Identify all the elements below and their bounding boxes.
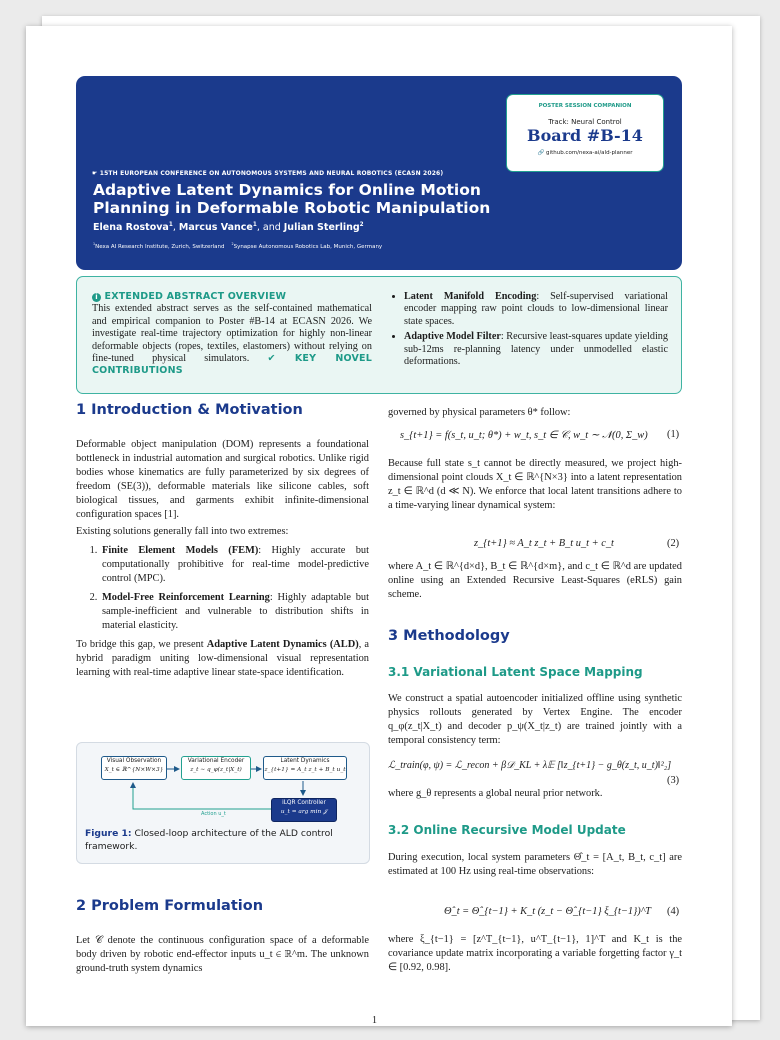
paper-page	[26, 26, 732, 1026]
list-item	[100, 591, 369, 633]
caption-label: Figure 1:	[85, 828, 132, 839]
author-list: Elena Rostova$^1$, Marcus Vance$^1$, and Julian Sterling$^2$	[93, 221, 364, 233]
paragraph: Let 𝒞 denote the continuous configuration space of a deformable body driven by robotic end-effector inputs u_t ∈ ℝ^m. The unknown ground-truth system dynamics	[76, 935, 369, 974]
item-text: : Highly accurate but computationally prohibitive for real-time model-predictive control (MPC).	[102, 545, 369, 585]
overview-text: This extended abstract serves as the self-contained mathematical and empirical companion to Poster #B-14 at ECASN 2026. We investigate real-time trajectory optimization for highly non-linear deformable objects (ropes, textiles, elastomers) without relying on fine-tuned physical simulators.	[92, 303, 372, 365]
right-intro	[388, 406, 682, 420]
section-2-body	[76, 934, 369, 976]
link-icon: 🔗	[537, 150, 545, 156]
section-1-body	[76, 438, 369, 680]
section-3-2-tail	[388, 933, 682, 975]
item-label: Finite Element Models (FEM)	[102, 545, 259, 557]
overview-heading-text: EXTENDED ABSTRACT OVERVIEW	[104, 291, 287, 302]
paragraph	[76, 638, 369, 680]
box-math: z_{t+1} = A_t z_t + B_t u_t	[264, 767, 346, 773]
contribution-item	[404, 331, 668, 368]
paragraph: During execution, local system parameters Θ̂_t = [A_t, B_t, c_t] are estimated at 100 Hz using real-time observations:	[388, 852, 682, 877]
author-aff: 1	[252, 221, 257, 228]
board-card	[506, 94, 664, 172]
author: Elena Rostova	[93, 222, 169, 233]
method-name: Adaptive Latent Dynamics (ALD)	[206, 638, 359, 650]
contribution-text: : Recursive least-squares update yielding sub-12ms re-planning latency under unmodelled elastic deformations.	[404, 331, 668, 368]
paragraph: governed by physical parameters θ* follow:	[388, 407, 571, 418]
equation-4-number: (4)	[667, 906, 680, 917]
equation-1-number: (1)	[667, 429, 680, 440]
board-label: POSTER SESSION COMPANION	[538, 103, 632, 109]
contribution-label: Adaptive Model Filter	[404, 331, 501, 343]
figure-caption	[85, 827, 361, 853]
author-aff: 2	[359, 221, 364, 228]
page-number: 1	[372, 1015, 377, 1026]
check-icon: ✔	[267, 353, 276, 365]
figure-1	[76, 742, 370, 864]
contribution-item	[404, 291, 668, 328]
equation-4: Θ̂_t = Θ̂_{t−1} + K_t (z_t − Θ̂_{t−1} ξ_{t−1})^T	[444, 906, 651, 917]
author-aff: 1	[168, 221, 173, 228]
box-label: iLQR Controller	[282, 800, 326, 806]
section-3-2-title: 3.2 Online Recursive Model Update	[388, 823, 626, 837]
paragraph: where g_θ represents a global neural prior network.	[388, 788, 603, 799]
contributions-heading-text: KEY NOVEL CONTRIBUTIONS	[92, 353, 373, 377]
overview-right	[390, 291, 668, 371]
text-run: To bridge this gap, we present	[76, 638, 207, 650]
section-2-title: 2 Problem Formulation	[76, 898, 264, 914]
action-arrow-label: Action u_t	[201, 811, 226, 817]
equation-2-number: (2)	[667, 538, 680, 549]
paragraph: Deformable object manipulation (DOM) represents a foundational bottleneck in industrial automation and surgical robotics. Unlike rigid bodies whose kinematics are fully parameterized by six degrees of freedom (SE(3)), deformable materials like silicone cables, soft biological tissues, and garments exhibit infinite-dimensional configuration spaces [1].	[76, 439, 369, 520]
approach-list	[76, 544, 369, 632]
affil-num: 2	[231, 242, 234, 247]
box-math: u_t = arg min 𝒥	[280, 809, 328, 815]
paragraph: where ξ_{t−1} = [z^T_{t−1}, u^T_{t−1}, 1]^T and K_t is the covariance update matrix incorporating a variable forgetting factor γ_t ∈ [0.92, 0.98].	[388, 934, 682, 973]
info-icon: i	[92, 293, 101, 302]
paragraph: Because full state s_t cannot be directly measured, we project high-dimensional point clouds X_t ∈ ℝ^{N×3} into a latent representation z_t ∈ ℝ^d (d ≪ N). We enforce that local latent transitions adhere to a time-varying linear dynamical system:	[388, 458, 682, 511]
paper-title: Adaptive Latent Dynamics for Online Motion Planning in Deformable Robotic Manipulation	[93, 181, 491, 217]
box-label: Latent Dynamics	[280, 758, 330, 764]
controller-box	[271, 798, 337, 822]
right-para-1	[388, 457, 682, 513]
section-3-2-body	[388, 851, 682, 879]
section-3-1-tail	[388, 787, 682, 801]
equation-1: s_{t+1} = f(s_t, u_t; θ*) + w_t, s_t ∈ 𝒞, w_t ∼ 𝒩(0, Σ_w)	[400, 430, 648, 441]
section-3-title: 3 Methodology	[388, 628, 510, 644]
text-run: , a hybrid paradigm uniting low-dimensional visual representation learning with real-time adaptive linear state-space identification.	[76, 638, 370, 678]
author: Julian Sterling	[283, 222, 360, 233]
contribution-list	[390, 291, 668, 368]
affiliations	[93, 244, 382, 250]
overview-box	[76, 276, 682, 394]
section-3-1-title: 3.1 Variational Latent Space Mapping	[388, 665, 643, 679]
title-banner	[76, 76, 682, 270]
contribution-text: : Self-supervised variational encoder mapping raw point clouds to low-dimensional linear state spaces.	[404, 291, 668, 327]
affiliation: Synapse Autonomous Robotics Lab, Munich, Germany	[233, 244, 383, 250]
box-math: X_t ∈ ℝ^{N×W×3}	[104, 767, 164, 773]
paragraph: Existing solutions generally fall into two extremes:	[76, 526, 289, 538]
board-link-text: github.com/nexa-ai/ald-planner	[546, 150, 633, 156]
right-para-2	[388, 560, 682, 602]
board-track: Track: Neural Control	[548, 118, 622, 126]
item-label: Model-Free Reinforcement Learning	[102, 592, 270, 604]
affiliation: Nexa AI Research Institute, Zurich, Switzerland	[95, 244, 225, 250]
equation-3: ℒ_train(φ, ψ) = ℒ_recon + β𝒟_KL + λ𝔼 [‖z_{t+1} − g_θ(z_t, u_t)‖²₂]	[388, 760, 672, 771]
encoder-box	[181, 756, 251, 780]
section-3-1-body	[388, 692, 682, 748]
latent-dynamics-box	[263, 756, 347, 780]
box-math: z_t ∼ q_φ(z_t|X_t)	[190, 767, 242, 773]
visual-observation-box	[101, 756, 167, 780]
equation-3-number: (3)	[667, 775, 680, 786]
equation-2: z_{t+1} ≈ A_t z_t + B_t u_t + c_t	[474, 538, 614, 549]
board-number: Board #B-14	[527, 126, 643, 145]
box-label: Visual Observation	[106, 758, 162, 764]
conference-line: ☛ 15TH EUROPEAN CONFERENCE ON AUTONOMOUS SYSTEMS AND NEURAL ROBOTICS (ECASN 2026)	[92, 170, 444, 177]
item-text: : Highly adaptable but sample-inefficient and vulnerable to distribution shifts in material elasticity.	[102, 592, 369, 631]
affil-num: 1	[93, 242, 96, 247]
overview-heading	[92, 291, 372, 303]
box-label: Variational Encoder	[187, 758, 245, 764]
list-item	[100, 544, 369, 586]
overview-left	[92, 291, 372, 378]
contribution-label: Latent Manifold Encoding	[404, 291, 537, 302]
caption-text: Closed-loop architecture of the ALD control framework.	[85, 828, 333, 852]
board-link[interactable]	[507, 150, 663, 156]
paragraph: where A_t ∈ ℝ^{d×d}, B_t ∈ ℝ^{d×m}, and c_t ∈ ℝ^d are updated online using an Extended Recursive Least-Squares (eRLS) gain scheme.	[388, 561, 682, 600]
paragraph: We construct a spatial autoencoder initialized offline using synthetic physics rollouts generated by Vertex Engine. The encoder q_φ(z_t|X_t) and decoder p_ψ(X_t|z_t) are trained jointly with a temporal consistency term:	[388, 693, 682, 746]
section-1-title: 1 Introduction & Motivation	[76, 402, 303, 418]
author: Marcus Vance	[178, 222, 253, 233]
